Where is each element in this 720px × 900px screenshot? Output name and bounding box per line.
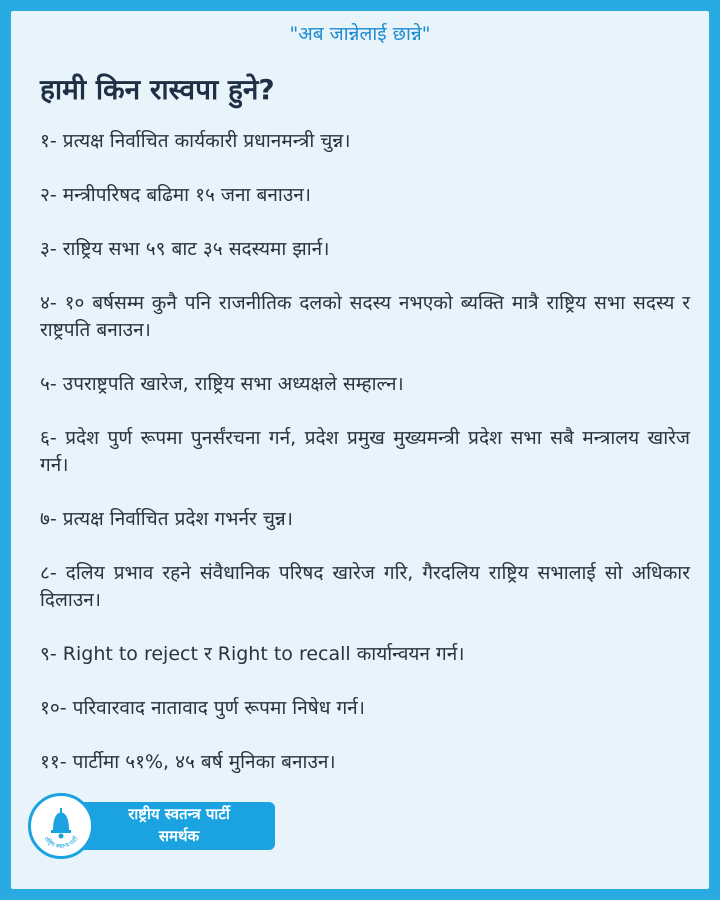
point-8: ८- दलिय प्रभाव रहने संवैधानिक परिषद खारेज गरि, गैरदलिय राष्ट्रिय सभालाई सो अधिकार दिलाउन। <box>40 562 690 611</box>
supporter-badge <box>28 793 275 859</box>
point-11: ११- पार्टीमा ५१%, ४५ बर्ष मुनिका बनाउन। <box>40 751 336 773</box>
badge-label <box>94 803 264 847</box>
point-9: ९- Right to reject र Right to recall कार्यान्वयन गर्न। <box>40 643 465 665</box>
points-list <box>40 128 690 803</box>
point-10: १०- परिवारवाद नातावाद पुर्ण रूपमा निषेध गर्न। <box>40 697 365 719</box>
point-6: ६- प्रदेश पुर्ण रूपमा पुनर्संरचना गर्न, प्रदेश प्रमुख मुख्यमन्त्री प्रदेश सभा सबै मन्त्रालय खारेज गर्न। <box>40 427 690 476</box>
logo-ring-text: राष्ट्रिय स्वतन्त्र पार्टी <box>42 835 80 851</box>
point-7: ७- प्रत्यक्ष निर्वाचित प्रदेश गभर्नर चुन्न। <box>40 508 293 530</box>
party-logo-icon <box>28 793 94 859</box>
bell-icon <box>31 796 91 856</box>
point-2: २- मन्त्रीपरिषद बढिमा १५ जना बनाउन। <box>40 184 311 206</box>
badge-line-2: समर्थक <box>158 827 200 845</box>
tagline: "अब जान्नेलाई छान्ने" <box>289 23 431 45</box>
point-5: ५- उपराष्ट्रपति खारेज, राष्ट्रिय सभा अध्यक्षले सम्हाल्न। <box>40 373 404 395</box>
badge-line-1: राष्ट्रीय स्वतन्त्र पार्टी <box>128 805 230 823</box>
point-4: ४- १० बर्षसम्म कुनै पनि राजनीतिक दलको सदस्य नभएको ब्यक्ति मात्रै राष्ट्रिय सभा सदस्य र राष्ट्रपति बनाउन। <box>40 292 690 341</box>
point-3: ३- राष्ट्रिय सभा ५९ बाट ३५ सदस्यमा झार्न। <box>40 238 330 260</box>
page-title: हामी किन रास्वपा हुने? <box>40 73 275 106</box>
point-1: १- प्रत्यक्ष निर्वाचित कार्यकारी प्रधानमन्त्री चुन्न। <box>40 130 351 152</box>
